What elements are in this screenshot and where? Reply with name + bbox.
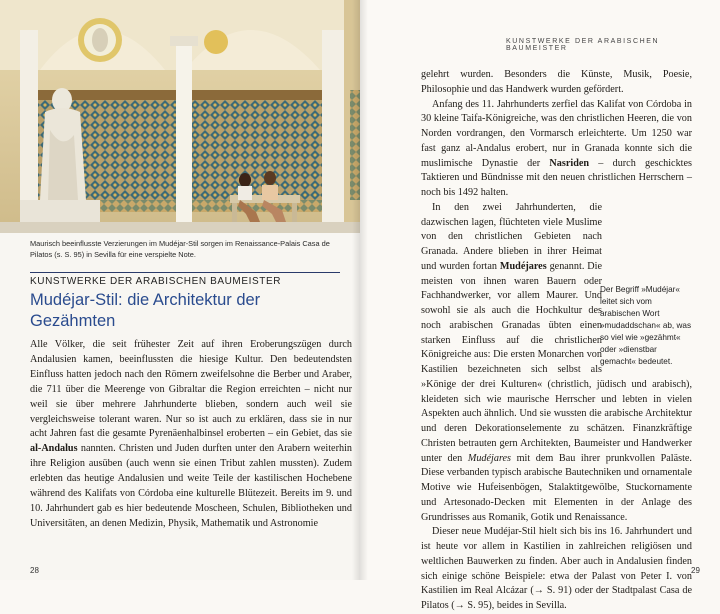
right-paragraph-1: gelehrt wurden. Besonders die Künste, Musik, Poesie, Philosophie und das Handwerk wurden gefördert. <box>421 69 692 95</box>
book-spine-shadow <box>352 0 368 580</box>
article-title: Mudéjar-Stil: die Architektur der Gezähmten <box>30 291 261 330</box>
page-number-right: 29 <box>691 566 700 575</box>
bold-term-al-andalus: al-Andalus <box>30 443 78 455</box>
section-kicker: KUNSTWERKE DER ARABISCHEN BAUMEISTER <box>30 276 282 287</box>
right-paragraph-4: Dieser neue Mudéjar-Stil hielt sich bis ins 16. Jahrhundert und ist heute vor allem in Kastilien in zahlreichen religiösen und weltlichen Bauwerken zu finden. Aber auch in Andalusien finden sich einige schöne Beispiele: etwa der Palast von Peter I. von Kastilien im Real Alcázar (→ S. 91) oder der Stadtpalast Casa de Pilatos (→ S. 95), beides in Sevilla. <box>421 526 692 611</box>
italic-term-mudejares: Mudéjares <box>467 452 512 464</box>
left-body-text <box>30 338 352 532</box>
photo-caption: Maurisch beeinflusste Verzierungen im Mudéjar-Stil sorgen im Renaissance-Palais Casa de Pilatos (s. S. 95) in Sevilla für eine verspielte Note. <box>30 239 330 259</box>
page-number-left: 28 <box>30 566 39 575</box>
left-paragraph: Alle Völker, die seit frühester Zeit auf ihren Eroberungszügen durch Andalusien kamen, beeinflussten die hiesige Kultur. Den bedeutendsten Einfluss hatten jedoch nach den Römern zweifelsohne die Berber und Araber, die 711 über die Meerenge von Gibraltar die Region erreichten – nicht nur weil sie über mehrere Jahrhunderte blieben, sondern auch weil sie vergleichsweise tolerant waren. Nur so ist auch zu erklären, dass sie in nur acht Jahren fast die gesamte Pyrenäenhalbinsel eroberten – ein Gebiet, das sie al-Andalus nannten. Christen und Juden durften unter den Arabern weiterhin ihre Religion ausüben (auch wenn sie einen Tribut zahlen mussten). Zudem erlebten das heutige Andalusien und weite Teile der kastilischen Hochebene während des Kalifats von Córdoba eine kulturelle Blütezeit. Bereits im 9. und 10. Jahrhundert gab es hier bedeutende Moscheen, Schulen, Bibliotheken und Universitäten, an denen Medizin, Physik, Mathematik und Astronomie <box>30 339 352 529</box>
kicker-rule <box>30 272 340 273</box>
right-paragraph-2: Anfang des 11. Jahrhunderts zerfiel das Kalifat von Córdoba in 30 kleine Taifa-Königreiche, was den christlichen Heeren, die von Norden vordrangen, den Vormarsch erleichterte. Um 1250 war fast ganz al-Andalus erobert, nur in Granada konnte sich die muslimische Dynastie der Nasriden – durch geschicktes Taktieren und Bündnisse mit den neuen christlichen Herrschern – noch bis 1492 halten. <box>421 98 692 198</box>
running-header: KUNSTWERKE DER ARABISCHEN BAUMEISTER <box>506 38 660 52</box>
left-page <box>0 0 360 580</box>
bold-term-mudejares: Mudéjares <box>499 260 547 272</box>
bold-term-nasriden: Nasriden <box>549 157 590 169</box>
margin-note: Der Begriff »Mudéjar« leitet sich vom arabischen Wort »mudaddschan« ab, was so viel wie »gezähmt« oder »dienstbar gemacht« bedeutet. <box>600 285 692 366</box>
right-paragraph-3: In den zwei Jahrhunderten, die dazwischen lagen, flüchteten viele Muslime von den christlichen Gebieten nach Granada. Andere blieben in ihrer Heimat und wurden fortan Mudéjares genannt. Die meisten von ihnen waren Bauern oder Fachhandwerker, vor allem Maurer. Und sowohl sie als auch die Hochkultur des noch arabischen Granadas übten einen starken Einfluss auf die christlichen Königreiche aus: Die ersten Monarchen von Kastilien bezeichneten sich selbst als »Könige der drei Kulturen« (christlich, jüdisch und arabisch), kleideten sich wie maurische Herrscher und lebten in vielen Aspekten auch ähnlich. Und sie wussten die arabische Architektur und deren Dekorationselemente zu schätzen. Finanzkräftige Christen betrauten gern Architekten, Baumeister und Handwerker unter den Mudéjares mit dem Bau ihrer prunkvollen Paläste. Diese verbanden typisch arabische Bautechniken und ornamentale Motive wie Hufeisenbögen, Stalaktitgewölbe, Stuckornamente und Artesonado-Decken mit Elementen in der Anlage des Grundrisses aus Romanik, Gotik und Renaissance. <box>421 201 692 523</box>
courtyard-photo <box>0 0 380 233</box>
courtyard-illustration <box>0 0 380 233</box>
